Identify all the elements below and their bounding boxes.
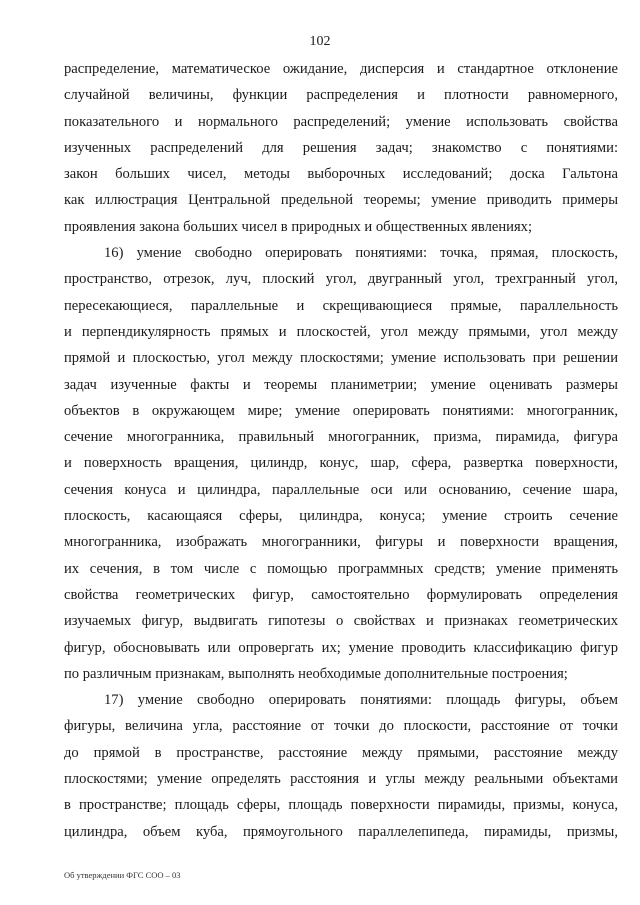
text-line: проявления закона больших чисел в природных и общественных явлениях;	[64, 218, 533, 235]
text-line: их сечения, в том числе с помощью программных средств; умение применять	[64, 560, 618, 577]
text-line: распределение, математическое ожидание, дисперсия и стандартное отклонение	[64, 61, 618, 77]
text-line: закон больших чисел, методы выборочных исследований; доска Гальтона	[64, 166, 618, 183]
text-line: многогранника, изображать многогранники, фигуры и поверхности вращения,	[64, 534, 618, 551]
text-line: сечения конуса и цилиндра, параллельные оси или основанию, сечение шара,	[64, 481, 618, 498]
text-line: сечение многогранника, правильный многогранник, призма, пирамида, фигура	[64, 429, 618, 446]
text-line: изучаемых фигур, выдвигать гипотезы о свойствах и признаках геометрических	[64, 613, 618, 630]
paragraph	[64, 687, 618, 845]
text-line: 16) умение свободно оперировать понятиями: точка, прямая, плоскость,	[104, 245, 618, 262]
text-line: изученных распределений для решения задач; знакомство с понятиями:	[64, 139, 618, 156]
footer-doc-reference: Об утверждении ФГС СОО – 03	[64, 870, 181, 880]
text-line: цилиндра, объем куба, прямоугольного параллелепипеда, пирамиды, призмы,	[64, 823, 618, 840]
text-line: случайной величины, функции распределения и плотности равномерного,	[64, 87, 618, 104]
paragraph	[64, 56, 618, 240]
text-line: фигур, обосновывать или опровергать их; умение проводить классификацию фигур	[64, 639, 618, 656]
text-line: объектов в окружающем мире; умение оперировать понятиями: многогранник,	[64, 402, 618, 419]
text-line: показательного и нормального распределений; умение использовать свойства	[64, 113, 618, 130]
text-line: в пространстве; площадь сферы, площадь поверхности пирамиды, призмы, конуса,	[64, 797, 618, 814]
text-line: свойства геометрических фигур, самостоятельно формулировать определения	[64, 586, 618, 603]
text-line: 17) умение свободно оперировать понятиями: площадь фигуры, объем	[104, 692, 618, 709]
text-line: по различным признакам, выполнять необходимые дополнительные построения;	[64, 665, 568, 682]
text-line: фигуры, величина угла, расстояние от точки до плоскости, расстояние от точки	[64, 718, 618, 735]
text-line: прямой и плоскостью, угол между плоскостями; умение использовать при решении	[64, 350, 618, 367]
text-line: пересекающиеся, параллельные и скрещивающиеся прямые, параллельность	[64, 297, 618, 314]
paragraph	[64, 240, 618, 687]
text-line: плоскостями; умение определять расстояния и углы между реальными объектами	[64, 771, 618, 788]
text-line: и перпендикулярность прямых и плоскостей, угол между прямыми, угол между	[64, 323, 618, 340]
text-line: задач изученные факты и теоремы планиметрии; умение оценивать размеры	[64, 376, 618, 393]
text-line: и поверхность вращения, цилиндр, конус, шар, сфера, развертка поверхности,	[64, 455, 618, 472]
body-text	[64, 56, 618, 845]
page-number: 102	[309, 34, 331, 49]
text-line: пространство, отрезок, луч, плоский угол, двугранный угол, трехгранный угол,	[64, 271, 618, 288]
text-line: как иллюстрация Центральной предельной теоремы; умение приводить примеры	[64, 192, 618, 209]
text-line: плоскость, касающаяся сферы, цилиндра, конуса; умение строить сечение	[64, 508, 618, 525]
text-line: до прямой в пространстве, расстояние между прямыми, расстояние между	[64, 744, 618, 761]
